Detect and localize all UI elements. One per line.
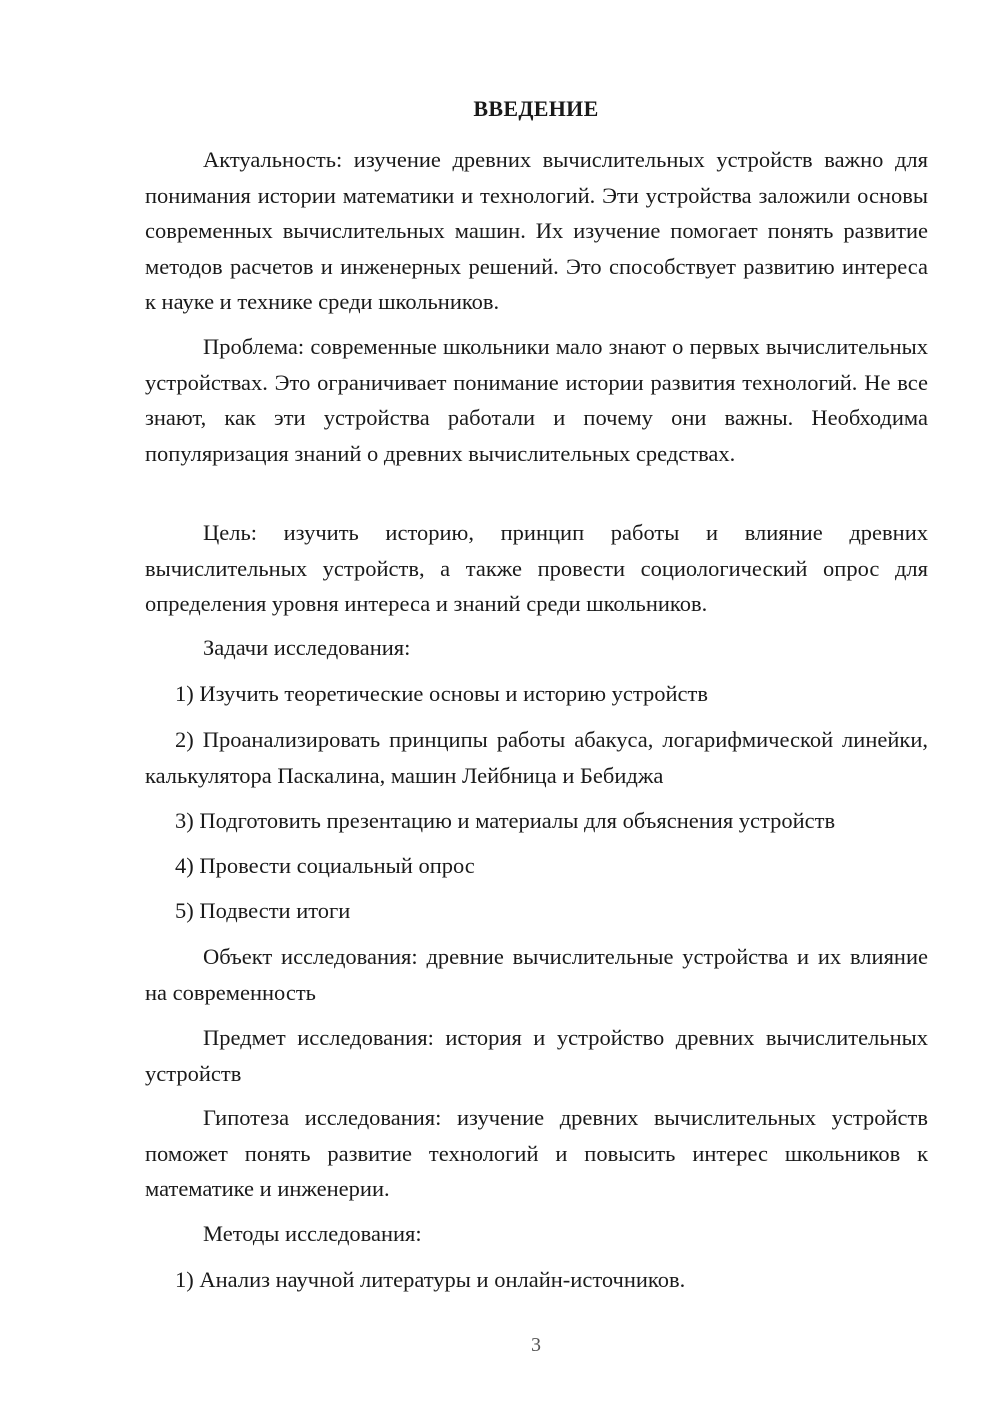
paragraph-subject: Предмет исследования: история и устройство древних вычислительных устройств	[145, 1025, 928, 1086]
section-heading: ВВЕДЕНИЕ	[473, 96, 599, 121]
paragraph-object: Объект исследования: древние вычислительные устройства и их влияние на современность	[145, 944, 928, 1005]
methods-title: Методы исследования:	[203, 1221, 422, 1246]
paragraph-relevance: Актуальность: изучение древних вычислительных устройств важно для понимания истории математики и технологий. Эти устройства заложили основы современных вычислительных машин. Их изучение помогает понять развитие методов расчетов и инженерных решений. Это способствует развитию интереса к науке и технике среди школьников.	[145, 147, 928, 314]
method-item-1: 1) Анализ научной литературы и онлайн-источников.	[175, 1267, 686, 1292]
paragraph-goal: Цель: изучить историю, принцип работы и влияние древних вычислительных устройств, а также провести социологический опрос для определения уровня интереса и знаний среди школьников.	[145, 520, 928, 616]
paragraph-problem: Проблема: современные школьники мало знают о первых вычислительных устройствах. Это ограничивает понимание истории развития технологий. Не все знают, как эти устройства работали и почему они важны. Необходима популяризация знаний о древних вычислительных средствах.	[145, 334, 928, 466]
task-item-5: 5) Подвести итоги	[175, 898, 351, 923]
task-item-4: 4) Провести социальный опрос	[175, 853, 475, 878]
page-number: 3	[531, 1334, 541, 1356]
task-item-2: 2) Проанализировать принципы работы абакуса, логарифмической линейки, калькулятора Паскалина, машин Лейбница и Бебиджа	[145, 727, 928, 788]
task-item-3: 3) Подготовить презентацию и материалы для объяснения устройств	[175, 808, 836, 833]
task-item-1: 1) Изучить теоретические основы и историю устройств	[175, 681, 708, 706]
paragraph-hypothesis: Гипотеза исследования: изучение древних вычислительных устройств поможет понять развитие технологий и повысить интерес школьников к математике и инженерии.	[145, 1105, 928, 1201]
tasks-title: Задачи исследования:	[203, 635, 411, 660]
